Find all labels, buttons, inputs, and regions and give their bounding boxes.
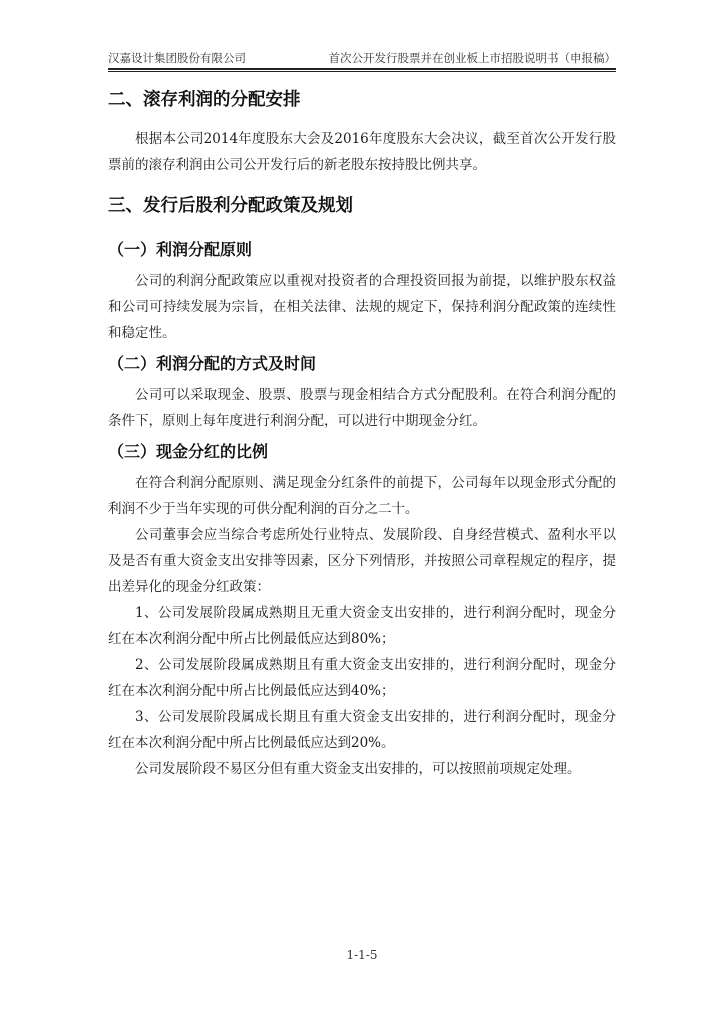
section-2-heading: 二、滚存利润的分配安排	[108, 90, 301, 110]
spacer	[108, 178, 616, 188]
header-doc-title: 首次公开发行股票并在创业板上市招股说明书（申报稿）	[328, 51, 616, 65]
subsection-1-heading: （一）利润分配原则	[108, 240, 253, 259]
list-item-2: 2、公司发展阶段属成熟期且有重大资金支出安排的，进行利润分配时，现金分红在本次利润分配中所占比例最低应达到40%；	[108, 657, 616, 699]
section-2-paragraph: 根据本公司2014年度股东大会及2016年度股东大会决议，截至首次公开发行股票前的滚存利润由公司公开发行后的新老股东按持股比例共享。	[108, 131, 616, 173]
subsection-1-paragraph: 公司的利润分配政策应以重视对投资者的合理投资回报为前提，以维护股东权益和公司可持续发展为宗旨，在相关法律、法规的规定下，保持利润分配政策的连续性和稳定性。	[108, 273, 616, 341]
subsection-3-heading: （三）现金分红的比例	[108, 442, 269, 461]
page-header	[108, 50, 616, 68]
header-rule-thick	[108, 68, 616, 70]
subsection-2-heading: （二）利润分配的方式及时间	[108, 354, 317, 373]
subsection-3-paragraph-1: 在符合利润分配原则、满足现金分红条件的前提下，公司每年以现金形式分配的利润不少于当年实现的可供分配利润的百分之二十。	[108, 475, 616, 517]
section-3-heading: 三、发行后股利分配政策及规划	[108, 196, 353, 216]
subsection-2-paragraph: 公司可以采取现金、股票、股票与现金相结合方式分配股利。在符合利润分配的条件下，原则上每年度进行利润分配，可以进行中期现金分红。	[108, 387, 616, 429]
subsection-3-paragraph-3: 公司发展阶段不易区分但有重大资金支出安排的，可以按照前项规定处理。	[135, 761, 581, 777]
subsection-3-paragraph-2: 公司董事会应当综合考虑所处行业特点、发展阶段、自身经营模式、盈利水平以及是否有重大资金支出安排等因素，区分下列情形，并按照公司章程规定的程序，提出差异化的现金分红政策：	[108, 527, 616, 595]
header-company: 汉嘉设计集团股份有限公司	[108, 51, 246, 65]
spacer	[108, 224, 616, 232]
spacer	[108, 118, 616, 126]
list-item-1: 1、公司发展阶段属成熟期且无重大资金支出安排的，进行利润分配时，现金分红在本次利润分配中所占比例最低应达到80%；	[108, 605, 616, 647]
page-number: 1-1-5	[346, 948, 378, 962]
header-rule-thin	[108, 71, 616, 72]
page-content	[108, 82, 616, 782]
list-item-3: 3、公司发展阶段属成长期且有重大资金支出安排的，进行利润分配时，现金分红在本次利润分配中所占比例最低应达到20%。	[108, 709, 616, 751]
